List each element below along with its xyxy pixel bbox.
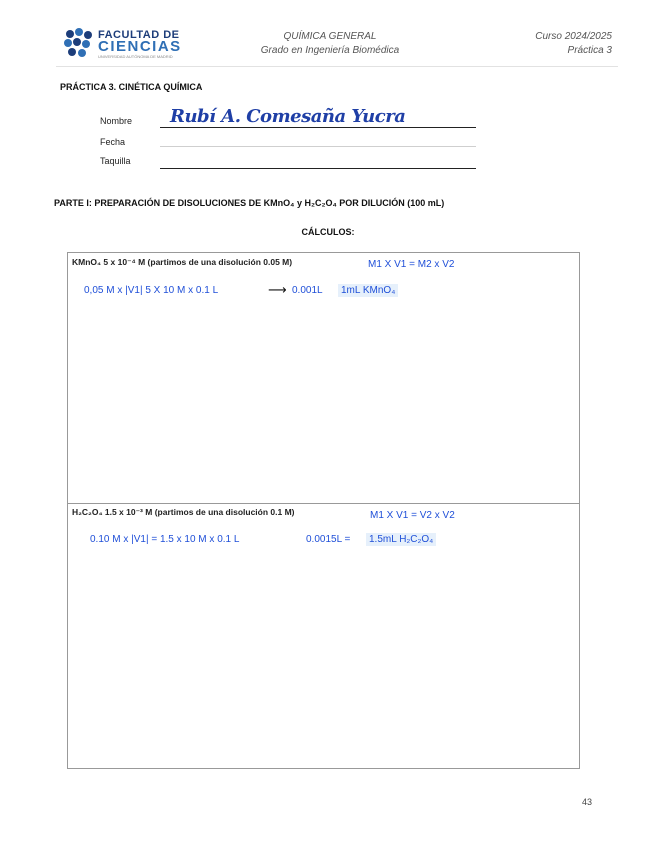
page-number: 43 [581,797,592,807]
part1-title: PARTE I: PREPARACIÓN DE DISOLUCIONES DE KMnO₄ y H₂C₂O₄ POR DILUCIÓN (100 mL) [54,198,445,208]
nombre-value: Rubí A. Comesaña Yucra [170,106,406,127]
logo-emblem-icon [62,26,96,60]
kmno4-calc-mid: 0.001L [292,285,323,296]
course-label: Curso 2024/2025 [535,31,612,42]
kmno4-heading: KMnO₄ 5 x 10⁻⁴ M (partimos de una disolución 0.05 M) [72,257,293,267]
calc-title: CÁLCULOS: [301,227,355,237]
h2c2o4-calc-mid: 0.0015L = [306,534,351,545]
taquilla-label: Taquilla [100,156,131,166]
page-title: PRÁCTICA 3. CINÉTICA QUÍMICA [60,82,203,92]
logo-line2: CIENCIAS [98,38,182,55]
header-divider [56,66,618,67]
h2c2o4-heading: H₂C₂O₄ 1.5 x 10⁻³ M (partimos de una disolución 0.1 M) [72,507,295,517]
kmno4-calc-box [67,252,580,504]
h2c2o4-calc-box [67,503,580,769]
nombre-line [160,127,476,128]
degree-title: Grado en Ingeniería Biomédica [260,45,400,56]
logo-line1: FACULTAD DE [98,29,180,41]
practice-label: Práctica 3 [567,45,612,56]
subject-title: QUÍMICA GENERAL [283,31,377,42]
fecha-line [160,146,476,147]
kmno4-formula: M1 X V1 = M2 x V2 [368,259,455,270]
kmno4-calc-left: 0,05 M x |V1| 5 X 10 M x 0.1 L [84,285,219,296]
arrow-right-icon: ⟶ [268,282,287,297]
h2c2o4-calc-result: 1.5mL H₂C₂O₄ [366,533,436,546]
h2c2o4-calc-left: 0.10 M x |V1| = 1.5 x 10 M x 0.1 L [90,534,240,545]
kmno4-calc-result: 1mL KMnO₄ [338,284,398,297]
taquilla-line [160,168,476,169]
h2c2o4-formula: M1 X V1 = V2 x V2 [370,510,455,521]
fecha-label: Fecha [100,137,126,147]
nombre-label: Nombre [100,116,133,126]
logo-line3: UNIVERSIDAD AUTÓNOMA DE MADRID [98,54,173,59]
